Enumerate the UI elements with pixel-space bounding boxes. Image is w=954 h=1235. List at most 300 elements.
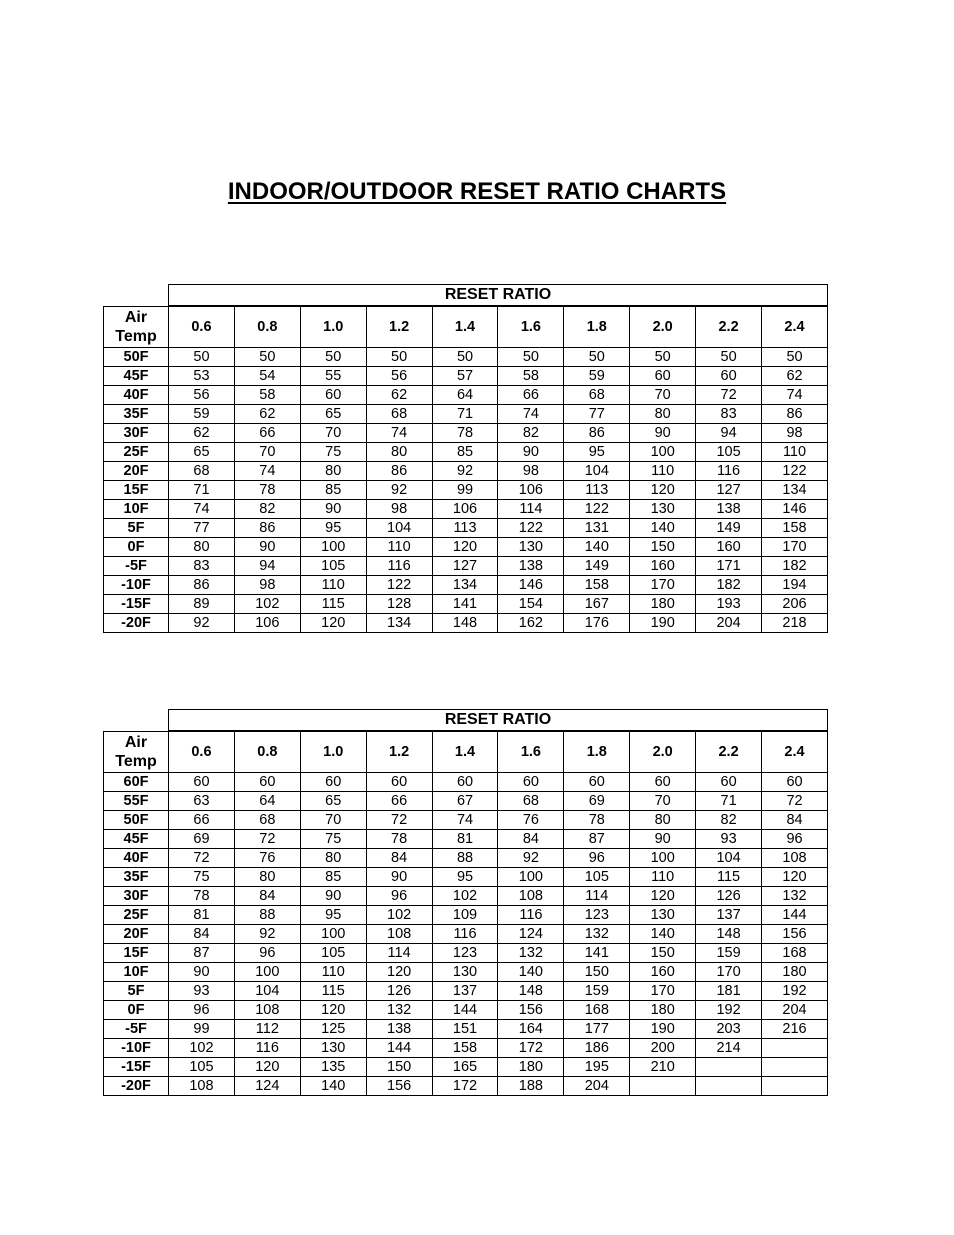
value-cell: 89 [169, 595, 235, 614]
value-cell: 68 [169, 462, 235, 481]
value-cell: 158 [762, 519, 828, 538]
value-cell: 74 [762, 386, 828, 405]
air-temp-cell: 45F [104, 367, 169, 386]
value-cell: 114 [498, 500, 564, 519]
value-cell: 130 [300, 1039, 366, 1058]
value-cell: 114 [564, 887, 630, 906]
value-cell: 140 [300, 1077, 366, 1096]
air-temp-header-line2: Temp [115, 752, 157, 770]
value-cell: 82 [498, 424, 564, 443]
value-cell: 75 [300, 830, 366, 849]
value-cell: 102 [432, 887, 498, 906]
value-cell: 50 [366, 348, 432, 367]
air-temp-cell: 25F [104, 443, 169, 462]
value-cell: 95 [300, 519, 366, 538]
value-cell: 204 [762, 1001, 828, 1020]
value-cell: 140 [564, 538, 630, 557]
value-cell: 88 [234, 906, 300, 925]
value-cell: 100 [630, 849, 696, 868]
value-cell: 72 [762, 792, 828, 811]
value-cell: 146 [498, 576, 564, 595]
table-row [104, 773, 828, 792]
value-cell: 93 [169, 982, 235, 1001]
value-cell: 203 [696, 1020, 762, 1039]
value-cell: 126 [696, 887, 762, 906]
value-cell: 88 [432, 849, 498, 868]
ratio-column-header: 2.4 [762, 306, 828, 348]
value-cell: 50 [432, 348, 498, 367]
table-row [104, 595, 828, 614]
value-cell: 60 [432, 773, 498, 792]
value-cell: 60 [762, 773, 828, 792]
table-row [104, 367, 828, 386]
value-cell: 98 [762, 424, 828, 443]
value-cell: 154 [498, 595, 564, 614]
air-temp-cell: 15F [104, 481, 169, 500]
value-cell: 108 [366, 925, 432, 944]
value-cell: 159 [696, 944, 762, 963]
value-cell: 65 [169, 443, 235, 462]
value-cell: 109 [432, 906, 498, 925]
value-cell: 137 [432, 982, 498, 1001]
value-cell: 80 [300, 849, 366, 868]
value-cell: 50 [169, 348, 235, 367]
value-cell: 65 [300, 405, 366, 424]
value-cell: 151 [432, 1020, 498, 1039]
value-cell: 138 [696, 500, 762, 519]
value-cell: 120 [366, 963, 432, 982]
value-cell: 98 [498, 462, 564, 481]
value-cell: 54 [234, 367, 300, 386]
table-row [104, 982, 828, 1001]
air-temp-cell: -15F [104, 595, 169, 614]
value-cell: 53 [169, 367, 235, 386]
value-cell: 123 [432, 944, 498, 963]
value-cell: 93 [696, 830, 762, 849]
value-cell: 90 [630, 424, 696, 443]
value-cell: 66 [169, 811, 235, 830]
value-cell: 160 [630, 963, 696, 982]
value-cell: 148 [432, 614, 498, 633]
table-row [104, 348, 828, 367]
table-row [104, 925, 828, 944]
air-temp-cell: 35F [104, 405, 169, 424]
air-temp-header-line2: Temp [115, 327, 157, 345]
table-row [104, 830, 828, 849]
value-cell: 128 [366, 595, 432, 614]
value-cell: 70 [234, 443, 300, 462]
value-cell: 158 [564, 576, 630, 595]
value-cell: 113 [564, 481, 630, 500]
value-cell: 85 [300, 868, 366, 887]
value-cell: 60 [630, 773, 696, 792]
value-cell: 74 [366, 424, 432, 443]
value-cell: 165 [432, 1058, 498, 1077]
value-cell: 50 [630, 348, 696, 367]
value-cell: 50 [564, 348, 630, 367]
value-cell: 95 [432, 868, 498, 887]
value-cell: 72 [696, 386, 762, 405]
table-row [104, 906, 828, 925]
value-cell: 112 [234, 1020, 300, 1039]
value-cell: 68 [234, 811, 300, 830]
table-row [104, 557, 828, 576]
value-cell: 80 [630, 405, 696, 424]
value-cell: 110 [300, 576, 366, 595]
value-cell [762, 1058, 828, 1077]
value-cell: 70 [630, 386, 696, 405]
air-temp-cell: 5F [104, 519, 169, 538]
value-cell: 135 [300, 1058, 366, 1077]
value-cell: 76 [498, 811, 564, 830]
value-cell: 170 [630, 982, 696, 1001]
value-cell: 90 [366, 868, 432, 887]
air-temp-cell: -10F [104, 1039, 169, 1058]
value-cell: 122 [564, 500, 630, 519]
value-cell: 159 [564, 982, 630, 1001]
ratio-column-header: 0.6 [169, 306, 235, 348]
value-cell: 134 [762, 481, 828, 500]
table-row [104, 849, 828, 868]
value-cell: 78 [432, 424, 498, 443]
value-cell: 105 [300, 557, 366, 576]
table-row [104, 443, 828, 462]
value-cell: 122 [498, 519, 564, 538]
value-cell: 58 [498, 367, 564, 386]
value-cell: 78 [169, 887, 235, 906]
value-cell: 60 [498, 773, 564, 792]
value-cell: 137 [696, 906, 762, 925]
air-temp-header [104, 306, 169, 348]
value-cell: 92 [432, 462, 498, 481]
air-temp-cell: 20F [104, 462, 169, 481]
value-cell: 140 [630, 925, 696, 944]
value-cell: 96 [169, 1001, 235, 1020]
value-cell: 115 [300, 982, 366, 1001]
value-cell: 160 [630, 557, 696, 576]
value-cell: 60 [630, 367, 696, 386]
value-cell: 150 [366, 1058, 432, 1077]
table-row [104, 811, 828, 830]
ratio-column-header: 1.8 [564, 306, 630, 348]
value-cell: 62 [762, 367, 828, 386]
air-temp-cell: 35F [104, 868, 169, 887]
table-row [104, 1077, 828, 1096]
table-row [104, 424, 828, 443]
value-cell: 104 [366, 519, 432, 538]
value-cell: 204 [564, 1077, 630, 1096]
blank-corner-cell [104, 710, 169, 732]
value-cell: 74 [169, 500, 235, 519]
value-cell: 124 [234, 1077, 300, 1096]
air-temp-cell: 40F [104, 386, 169, 405]
value-cell: 60 [169, 773, 235, 792]
value-cell: 204 [696, 614, 762, 633]
value-cell: 144 [432, 1001, 498, 1020]
value-cell: 68 [564, 386, 630, 405]
air-temp-cell: 30F [104, 887, 169, 906]
air-temp-cell: 55F [104, 792, 169, 811]
blank-corner-cell [104, 285, 169, 307]
value-cell: 150 [630, 944, 696, 963]
value-cell: 126 [366, 982, 432, 1001]
value-cell: 84 [762, 811, 828, 830]
value-cell: 60 [366, 773, 432, 792]
table-row [104, 538, 828, 557]
value-cell: 77 [169, 519, 235, 538]
value-cell: 78 [234, 481, 300, 500]
reset-ratio-table-2 [103, 709, 828, 1096]
value-cell: 99 [169, 1020, 235, 1039]
value-cell: 100 [234, 963, 300, 982]
value-cell: 127 [696, 481, 762, 500]
value-cell: 87 [564, 830, 630, 849]
table-row [104, 792, 828, 811]
air-temp-cell: 20F [104, 925, 169, 944]
value-cell: 78 [564, 811, 630, 830]
value-cell: 102 [366, 906, 432, 925]
value-cell: 80 [630, 811, 696, 830]
value-cell: 60 [300, 386, 366, 405]
air-temp-cell: 10F [104, 963, 169, 982]
air-temp-cell: 30F [104, 424, 169, 443]
value-cell: 110 [366, 538, 432, 557]
value-cell: 214 [696, 1039, 762, 1058]
value-cell: 90 [630, 830, 696, 849]
value-cell: 148 [498, 982, 564, 1001]
value-cell: 62 [169, 424, 235, 443]
value-cell: 71 [432, 405, 498, 424]
value-cell: 116 [696, 462, 762, 481]
value-cell: 170 [630, 576, 696, 595]
value-cell: 60 [564, 773, 630, 792]
value-cell: 144 [366, 1039, 432, 1058]
air-temp-cell: 15F [104, 944, 169, 963]
value-cell: 132 [366, 1001, 432, 1020]
value-cell: 102 [169, 1039, 235, 1058]
ratio-column-header: 1.6 [498, 306, 564, 348]
value-cell: 116 [234, 1039, 300, 1058]
value-cell: 218 [762, 614, 828, 633]
value-cell: 210 [630, 1058, 696, 1077]
value-cell: 134 [366, 614, 432, 633]
value-cell: 94 [696, 424, 762, 443]
value-cell: 124 [498, 925, 564, 944]
value-cell: 84 [498, 830, 564, 849]
table-row [104, 386, 828, 405]
value-cell: 99 [432, 481, 498, 500]
value-cell: 90 [300, 887, 366, 906]
ratio-column-header: 2.0 [630, 731, 696, 773]
table-row [104, 868, 828, 887]
table-row [104, 462, 828, 481]
value-cell: 98 [366, 500, 432, 519]
air-temp-cell: 45F [104, 830, 169, 849]
value-cell: 132 [498, 944, 564, 963]
value-cell: 167 [564, 595, 630, 614]
value-cell: 75 [300, 443, 366, 462]
value-cell: 71 [696, 792, 762, 811]
value-cell: 80 [300, 462, 366, 481]
value-cell: 146 [762, 500, 828, 519]
value-cell: 100 [630, 443, 696, 462]
value-cell: 114 [366, 944, 432, 963]
value-cell: 56 [366, 367, 432, 386]
value-cell: 141 [564, 944, 630, 963]
value-cell: 162 [498, 614, 564, 633]
value-cell: 116 [498, 906, 564, 925]
ratio-column-header: 1.4 [432, 306, 498, 348]
value-cell: 110 [630, 868, 696, 887]
value-cell: 127 [432, 557, 498, 576]
value-cell: 190 [630, 614, 696, 633]
value-cell: 130 [630, 500, 696, 519]
value-cell: 90 [300, 500, 366, 519]
value-cell: 115 [696, 868, 762, 887]
page-title: INDOOR/OUTDOOR RESET RATIO CHARTS [227, 178, 727, 205]
value-cell: 110 [630, 462, 696, 481]
value-cell: 86 [762, 405, 828, 424]
value-cell: 70 [300, 811, 366, 830]
table-row [104, 1001, 828, 1020]
value-cell: 120 [300, 1001, 366, 1020]
value-cell: 81 [169, 906, 235, 925]
value-cell [762, 1039, 828, 1058]
value-cell: 64 [432, 386, 498, 405]
value-cell: 134 [432, 576, 498, 595]
value-cell: 140 [630, 519, 696, 538]
value-cell: 120 [300, 614, 366, 633]
value-cell: 150 [630, 538, 696, 557]
reset-ratio-table-1 [103, 284, 828, 633]
value-cell: 180 [630, 1001, 696, 1020]
value-cell: 113 [432, 519, 498, 538]
value-cell: 182 [696, 576, 762, 595]
value-cell: 105 [300, 944, 366, 963]
value-cell: 132 [564, 925, 630, 944]
value-cell: 70 [300, 424, 366, 443]
value-cell: 106 [432, 500, 498, 519]
value-cell: 85 [432, 443, 498, 462]
table-row [104, 481, 828, 500]
value-cell: 90 [169, 963, 235, 982]
value-cell: 92 [498, 849, 564, 868]
value-cell: 62 [234, 405, 300, 424]
value-cell: 74 [498, 405, 564, 424]
value-cell: 90 [498, 443, 564, 462]
value-cell: 181 [696, 982, 762, 1001]
value-cell: 194 [762, 576, 828, 595]
value-cell: 104 [564, 462, 630, 481]
value-cell: 106 [498, 481, 564, 500]
value-cell: 56 [169, 386, 235, 405]
value-cell: 66 [366, 792, 432, 811]
value-cell: 70 [630, 792, 696, 811]
value-cell: 108 [498, 887, 564, 906]
value-cell: 170 [696, 963, 762, 982]
air-temp-cell: -5F [104, 1020, 169, 1039]
value-cell: 138 [498, 557, 564, 576]
value-cell: 108 [762, 849, 828, 868]
value-cell: 60 [696, 367, 762, 386]
value-cell: 100 [300, 538, 366, 557]
value-cell: 168 [762, 944, 828, 963]
value-cell: 104 [696, 849, 762, 868]
value-cell: 74 [234, 462, 300, 481]
value-cell: 110 [300, 963, 366, 982]
value-cell: 96 [234, 944, 300, 963]
value-cell: 71 [169, 481, 235, 500]
value-cell: 60 [696, 773, 762, 792]
value-cell: 172 [432, 1077, 498, 1096]
value-cell: 177 [564, 1020, 630, 1039]
value-cell: 105 [169, 1058, 235, 1077]
value-cell: 72 [169, 849, 235, 868]
value-cell: 108 [234, 1001, 300, 1020]
value-cell: 110 [762, 443, 828, 462]
value-cell: 92 [366, 481, 432, 500]
value-cell: 120 [762, 868, 828, 887]
reset-ratio-title: RESET RATIO [169, 285, 828, 307]
value-cell: 69 [169, 830, 235, 849]
air-temp-cell: -20F [104, 1077, 169, 1096]
value-cell: 188 [498, 1077, 564, 1096]
value-cell: 115 [300, 595, 366, 614]
value-cell: 100 [498, 868, 564, 887]
ratio-column-header: 0.6 [169, 731, 235, 773]
value-cell: 82 [234, 500, 300, 519]
value-cell: 156 [498, 1001, 564, 1020]
value-cell: 83 [696, 405, 762, 424]
value-cell: 64 [234, 792, 300, 811]
value-cell: 158 [432, 1039, 498, 1058]
table-row [104, 944, 828, 963]
value-cell: 55 [300, 367, 366, 386]
table-row [104, 963, 828, 982]
value-cell: 86 [366, 462, 432, 481]
value-cell: 144 [762, 906, 828, 925]
value-cell: 182 [762, 557, 828, 576]
value-cell: 120 [234, 1058, 300, 1077]
value-cell [696, 1077, 762, 1096]
ratio-column-header: 0.8 [234, 306, 300, 348]
value-cell: 149 [564, 557, 630, 576]
ratio-column-header: 2.2 [696, 731, 762, 773]
value-cell: 170 [762, 538, 828, 557]
value-cell: 62 [366, 386, 432, 405]
value-cell [630, 1077, 696, 1096]
air-temp-header-line1: Air [124, 733, 148, 751]
value-cell: 132 [762, 887, 828, 906]
value-cell: 63 [169, 792, 235, 811]
value-cell: 65 [300, 792, 366, 811]
value-cell: 92 [234, 925, 300, 944]
value-cell [696, 1058, 762, 1077]
value-cell: 140 [498, 963, 564, 982]
air-temp-cell: 40F [104, 849, 169, 868]
value-cell: 86 [234, 519, 300, 538]
value-cell: 96 [564, 849, 630, 868]
value-cell: 168 [564, 1001, 630, 1020]
value-cell: 85 [300, 481, 366, 500]
value-cell: 98 [234, 576, 300, 595]
reset-ratio-title: RESET RATIO [169, 710, 828, 732]
value-cell: 190 [630, 1020, 696, 1039]
table-row [104, 1058, 828, 1077]
value-cell: 50 [762, 348, 828, 367]
value-cell: 122 [762, 462, 828, 481]
value-cell: 108 [169, 1077, 235, 1096]
